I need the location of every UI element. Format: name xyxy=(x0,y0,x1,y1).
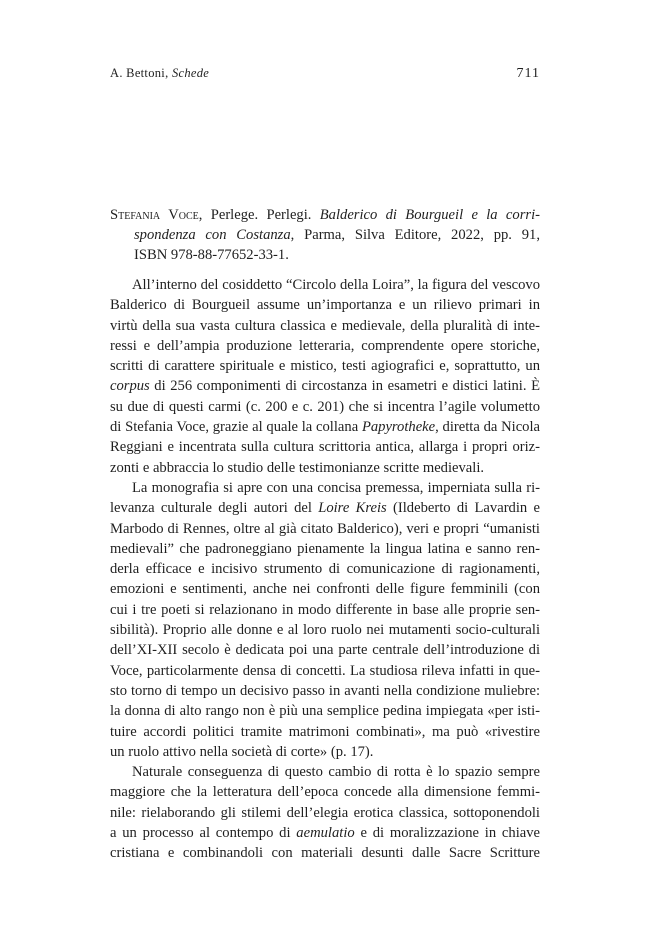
text-line: virtù della sua vasta cultura classica e medievale, della pluralità di inte- xyxy=(110,317,540,334)
text-line: Marbodo di Rennes, oltre al già citato Balderico), veri e propri “umanisti xyxy=(110,520,540,537)
text-line: tuire accordi politici tramite matrimoni combinati», ma può «rivestire xyxy=(110,723,540,740)
text-line: medievali” che padroneggiano pienamente la lingua latina e sanno ren- xyxy=(110,540,540,557)
text-line: cristiana e combinandoli con materiali desunti dalle Sacre Scritture xyxy=(110,845,540,862)
text-line: Naturale conseguenza di questo cambio di rotta è lo spazio sempre xyxy=(132,764,540,781)
text-line: ressi e dell’ampia produzione letteraria, comprendente opere storiche, xyxy=(110,337,540,354)
text-line: su due di questi carmi (c. 200 e c. 201) che si incentra l’agile volumetto xyxy=(110,398,540,415)
page-number: 711 xyxy=(516,66,540,81)
text-line: Reggiani e incentrata sulla cultura scrittoria antica, allarga i propri oriz- xyxy=(110,439,540,456)
text-line: Voce, particolarmente densa di concetti. La studiosa rileva infatti in que- xyxy=(110,662,540,679)
book-title: Balderico di Bourgueil e la corri- xyxy=(319,207,540,223)
bibliographic-citation xyxy=(110,205,540,265)
citation-author: Stefania Voce xyxy=(110,207,199,223)
text-line: La monografia si apre con una concisa premessa, imperniata sulla ri- xyxy=(132,479,540,496)
citation-line: spondenza con Costanza, Parma, Silva Editore, 2022, pp. 91, xyxy=(134,227,540,243)
text-line: All’interno del cosiddetto “Circolo della Loira”, la figura del vescovo xyxy=(132,277,540,293)
author-name: A. Bettoni, xyxy=(110,66,169,80)
text-line: derla efficace e incisivo strumento di comunicazione di ragionamenti, xyxy=(110,561,540,578)
text-line: sto torno di tempo un decisivo passo in avanti nella condizione muliebre: xyxy=(110,682,540,699)
text-line: un ruolo attivo nella società di corte» (p. 17). xyxy=(110,743,374,760)
section-name: Schede xyxy=(171,66,210,80)
text-line: zonti e abbraccia lo studio delle testimonianze scritte medievali. xyxy=(110,459,485,476)
running-head-author xyxy=(110,66,209,81)
text-line: nile: rielaborando gli stilemi dell’elegia erotica classica, sottoponendoli xyxy=(110,804,540,821)
running-header xyxy=(110,66,540,88)
book-title-cont: spondenza con Costanza xyxy=(134,227,291,243)
text-line: dell’XI-XII secolo è dedicata poi una parte centrale dell’introduzione di xyxy=(110,642,540,659)
text-line: levanza culturale degli autori del Loire Kreis (Ildeberto di Lavardin e xyxy=(110,500,540,517)
text-line: maggiore che la letteratura dell’epoca concede alla dimensione femmi- xyxy=(110,784,540,801)
text-line: Balderico di Bourgueil assume un’importanza e un rilievo primari in xyxy=(110,297,540,314)
citation-line: ISBN 978-88-77652-33-1. xyxy=(134,247,289,263)
citation-line: Stefania Voce, Perlege. Perlegi. Balderico di Bourgueil e la corri- xyxy=(110,207,540,223)
text-line: emozioni e sentimenti, anche nei confronti delle figure femminili (con xyxy=(110,581,540,598)
paragraph xyxy=(110,762,540,863)
paragraph xyxy=(110,275,540,478)
text-line: cui i tre poeti si relazionano in modo differente in base alle proprie sen- xyxy=(110,601,540,618)
text-line: la donna di alto rango non è più una semplice pedina impiegata «per isti- xyxy=(110,703,540,720)
text-line: sibilità). Proprio alle donne e al loro ruolo nei mutamenti socio-culturali xyxy=(110,622,540,639)
review-body xyxy=(110,275,540,864)
text-line: scritti di carattere spirituale e mistico, testi agiografici e, soprattutto, un xyxy=(110,358,540,375)
text-line: di Stefania Voce, grazie al quale la collana Papyrotheke, diretta da Nicola xyxy=(110,419,541,436)
paragraph xyxy=(110,478,540,762)
text-line: a un processo al contempo di aemulatio e di moralizzazione in chiave xyxy=(110,825,540,842)
text-line: corpus di 256 componimenti di circostanza in esametri e distici latini. È xyxy=(110,378,540,395)
